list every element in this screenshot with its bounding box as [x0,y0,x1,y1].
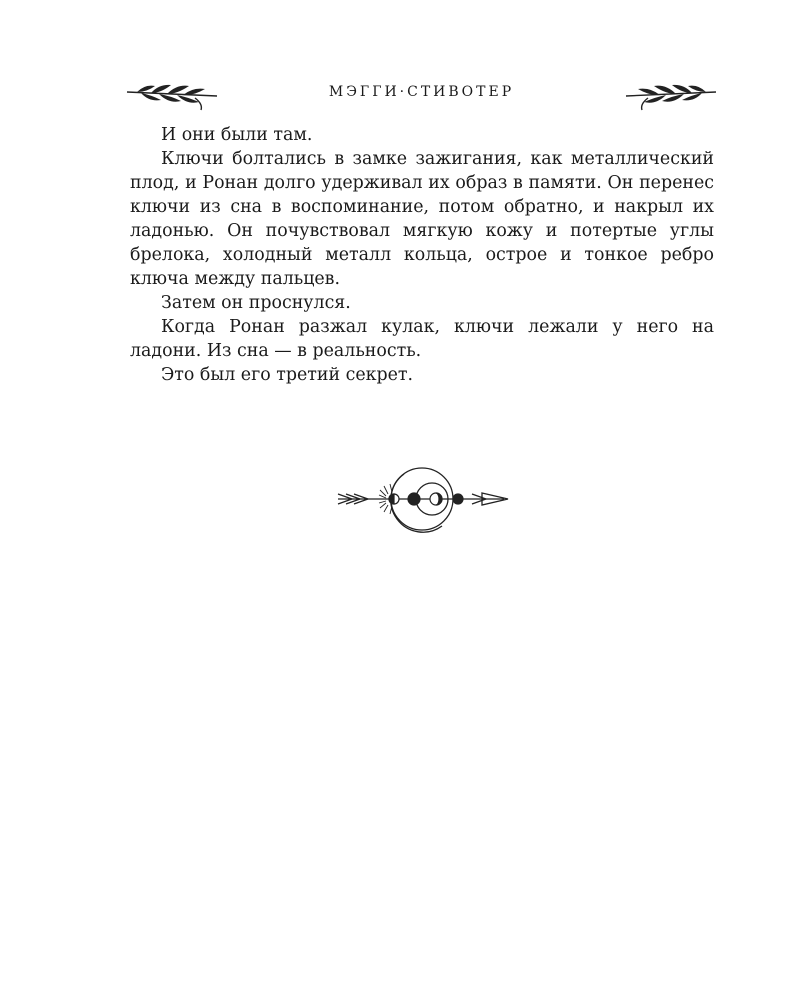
moon-phases-arrow-icon [332,464,512,534]
running-header [125,78,718,112]
paragraph: Ключи болтались в замке зажигания, как металлический плод, и Ронан долго удерживал их образ в памяти. Он перенес ключи из сна в воспоминание, потом обратно, и накрыл их ладонью. Он почувствовал мягкую кожу и потертые углы брелока, холодный металл кольца, острое и тонкое ребро ключа между пальцев. [130,149,714,289]
laurel-branch-icon [623,78,718,112]
book-author: МЭГГИ·СТИВОТЕР [328,84,515,100]
body-text [130,123,714,387]
paragraph: И они были там. [161,125,313,145]
paragraph: Это был его третий секрет. [161,365,414,385]
paragraph: Когда Ронан разжал кулак, ключи лежали у него на ладони. Из сна — в реальность. [130,317,714,361]
paragraph: Затем он проснулся. [161,293,351,313]
